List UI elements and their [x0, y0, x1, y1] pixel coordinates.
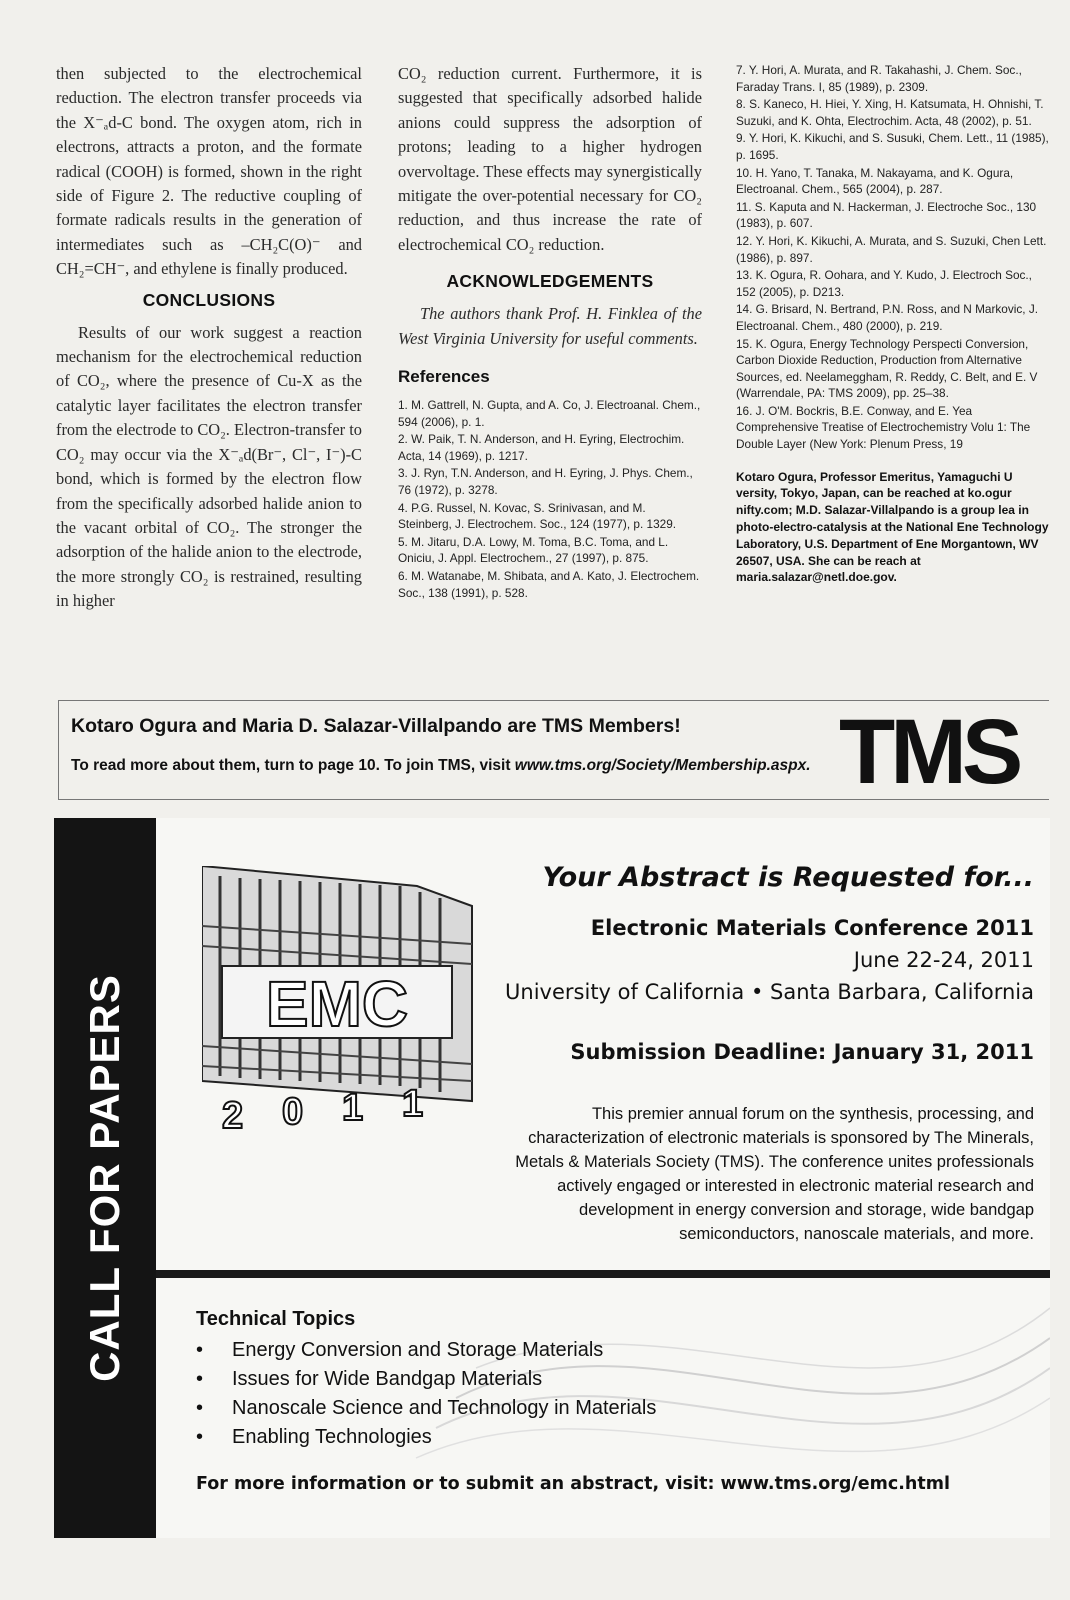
membership-link[interactable]: www.tms.org/Society/Membership.aspx. [514, 757, 811, 774]
article-column-1 [56, 62, 362, 614]
submission-deadline: Submission Deadline: January 31, 2011 [570, 1040, 1034, 1064]
emc-2011-logo [202, 866, 492, 1146]
ad-footer-link[interactable]: For more information or to submit an abstract, visit: www.tms.org/emc.html [196, 1474, 950, 1494]
tms-member-banner [58, 700, 1049, 803]
reference-item: 8. S. Kaneco, H. Hiei, Y. Xing, H. Katsumata, H. Ohnishi, T. Suzuki, and K. Ohta, Electrochim. Acta, 48 (2002), p. 51. [736, 97, 1044, 128]
body-paragraph: then subjected to the electrochemical reduction. The electron transfer proceeds via the X⁻ₐd-C bond. The oxygen atom, rich in electrons, attracts a proton, and the formate radical (COOH) is formed, shown in the right side of Figure 2. The reductive coupling of formate radicals results in the generation of intermediates such as –CH₂C(O)⁻ and CH₂=CH⁻, and ethylene is finally produced. [56, 64, 362, 279]
conference-description: This premier annual forum on the synthesis, processing, and characterization of electronic materials is sponsored by The Minerals, Metals & Materials Society (TMS). The conference unites professionals actively engaged or interested in electronic material research and development in energy conversion and storage, wide bandgap semiconductors, nanoscale materials, and more. [515, 1105, 1034, 1243]
bullet-icon: • [196, 1368, 204, 1390]
references-list [398, 397, 702, 601]
acknowledgements-heading: ACKNOWLEDGEMENTS [446, 271, 654, 292]
banner-subline-text: To read more about them, turn to page 10. To join TMS, visit [71, 757, 515, 774]
author-contact: Kotaro Ogura, Professor Emeritus, Yamaguchi U versity, Tokyo, Japan, can be reached at ko.ogur nifty.com; M.D. Salazar-Villalpando is a group lea in photo-electro-catalysis at the National Ene Technology Laboratory, U.S. Department of Ene Morgantown, WV 26507, USA. She can be reach at maria.salazar@netl.doe.gov. [736, 469, 1049, 585]
conference-name: Electronic Materials Conference 2011 [590, 916, 1034, 940]
conference-location: University of California • Santa Barbara, California [505, 980, 1034, 1004]
reference-item: 13. K. Ogura, R. Oohara, and Y. Kudo, J. Electroch Soc., 152 (2005), p. D213. [736, 268, 1032, 299]
body-paragraph: CO₂ reduction current. Furthermore, it is suggested that specifically adsorbed halide anions could suppress the adsorption of protons; leading to a higher hydrogen overvoltage. These effects may synergistically mitigate the over-potential necessary for CO₂ reduction, and thus increase the rate of electrochemical CO₂ reduction. [398, 64, 702, 254]
technical-topics-list [196, 1336, 656, 1452]
topic-item [196, 1394, 656, 1423]
topic-item [196, 1423, 656, 1452]
divider [156, 1270, 1050, 1278]
conclusions-heading: CONCLUSIONS [142, 289, 276, 310]
call-for-papers-label: CALL FOR PAPERS [81, 974, 128, 1382]
conference-dates: June 22-24, 2011 [853, 948, 1034, 972]
banner-subline [71, 757, 811, 775]
year-digit: 2 [222, 1095, 244, 1137]
topic-item [196, 1365, 656, 1394]
topic-label: Enabling Technologies [232, 1426, 432, 1448]
body-paragraph: Results of our work suggest a reaction mechanism for the electrochemical reduction of CO₂, where the presence of Cu-X as the catalytic layer facilitates the electron transfer from the electrode to CO₂. Electron-transfer to CO₂ may occur via the X⁻ₐd(Br⁻, Cl⁻, I⁻)-C bond, which is formed by the electron flow from the specifically adsorbed halide anion to the vacant orbital of CO₂. The stronger the adsorption of the halide anion to the electrode, the more strongly CO₂ is restrained, resulting in higher [56, 322, 362, 611]
emc-advertisement [54, 818, 1050, 1538]
article-column-3 [736, 62, 1054, 598]
reference-item: 2. W. Paik, T. N. Anderson, and H. Eyring, Electrochim. Acta, 14 (1969), p. 1217. [398, 432, 685, 463]
reference-item: 4. P.G. Russel, N. Kovac, S. Srinivasan, and M. Steinberg, J. Electrochem. Soc., 124 (1977), p. 1329. [398, 500, 677, 532]
technical-topics-heading: Technical Topics [196, 1308, 356, 1330]
bullet-icon: • [196, 1426, 204, 1448]
topic-item [196, 1336, 656, 1365]
reference-item: 11. S. Kaputa and N. Hackerman, J. Electroche Soc., 130 (1983), p. 607. [736, 199, 1037, 231]
reference-item: 5. M. Jitaru, D.A. Lowy, M. Toma, B.C. Toma, and L. Oniciu, J. Appl. Electrochem., 27 (1997), p. 875. [398, 534, 669, 566]
bullet-icon: • [196, 1339, 204, 1361]
reference-item: 10. H. Yano, T. Tanaka, M. Nakayama, and K. Ogura, Electroanal. Chem., 565 (2004), p. 287. [736, 165, 1014, 197]
abstract-request-headline: Your Abstract is Requested for... [542, 862, 1034, 893]
article-column-2 [398, 62, 702, 602]
reference-item: 16. J. O'M. Bockris, B.E. Conway, and E. Yea Comprehensive Treatise of Electrochemistry Volu 1: The Double Layer (New York: Plenum Press, 19 [736, 403, 1031, 452]
reference-item: 15. K. Ogura, Energy Technology Perspecti Conversion, Carbon Dioxide Reduction, Production from Alternative Sources, ed. Neelameggham, R. Reddy, C. Belt, and E. V (Warrendale, PA: TMS 2009), pp. 25–38. [736, 336, 1038, 401]
reference-item: 9. Y. Hori, K. Kikuchi, and S. Susuki, Chem. Lett., 11 (1985), p. 1695. [736, 131, 1049, 162]
tms-logo: TMS [839, 701, 1019, 803]
reference-item: 1. M. Gattrell, N. Gupta, and A. Co, J. Electroanal. Chem., 594 (2006), p. 1. [398, 398, 701, 429]
call-for-papers-sidebar [54, 818, 156, 1538]
reference-item: 6. M. Watanabe, M. Shibata, and A. Kato, J. Electrochem. Soc., 138 (1991), p. 528. [398, 569, 700, 600]
references-heading: References [398, 367, 490, 387]
reference-item: 12. Y. Hori, K. Kikuchi, A. Murata, and S. Suzuki, Chen Lett. (1986), p. 897. [736, 233, 1047, 265]
reference-item: 14. G. Brisard, N. Bertrand, P.N. Ross, and N Markovic, J. Electroanal. Chem., 480 (2000), p. 219. [736, 302, 1039, 333]
year-digit: 1 [342, 1087, 364, 1129]
year-digit: 0 [282, 1091, 304, 1133]
year-digit: 1 [402, 1083, 424, 1125]
bullet-icon: • [196, 1397, 204, 1419]
topic-label: Energy Conversion and Storage Materials [232, 1339, 604, 1361]
reference-item: 7. Y. Hori, A. Murata, and R. Takahashi, J. Chem. Soc., Faraday Trans. I, 85 (1989), p. 2309. [736, 63, 1022, 94]
emc-logo-text: EMC [265, 968, 409, 1040]
acknowledgements-text: The authors thank Prof. H. Finklea of the West Virginia University for useful comments. [398, 304, 702, 348]
reference-item: 3. J. Ryn, T.N. Anderson, and H. Eyring, J. Phys. Chem., 76 (1972), p. 3278. [398, 466, 693, 498]
banner-headline: Kotaro Ogura and Maria D. Salazar-Villalpando are TMS Members! [71, 715, 681, 737]
topic-label: Issues for Wide Bandgap Materials [232, 1368, 543, 1390]
topic-label: Nanoscale Science and Technology in Materials [232, 1397, 657, 1419]
